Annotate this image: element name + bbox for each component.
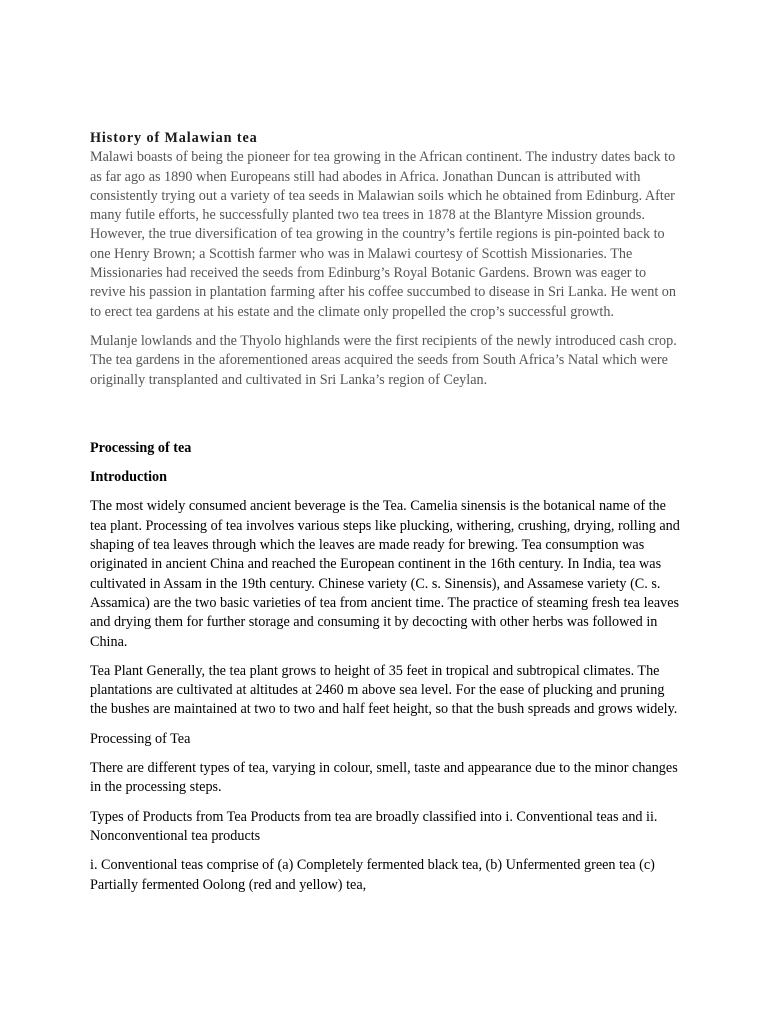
paragraph-processing-3: Processing of Tea (90, 730, 191, 747)
section-spacer (90, 400, 682, 439)
paragraph-history-2: Mulanje lowlands and the Thyolo highlands were the first recipients of the newly introduced cash crop. The tea gardens in the aforementioned areas acquired the seeds from South Africa’s Natal which were originally transplanted and cultivated in Sri Lanka’s region of Ceylan. (90, 332, 677, 388)
document-page (90, 129, 682, 905)
section-heading-processing: Processing of tea (90, 439, 192, 456)
paragraph-history-1: Malawi boasts of being the pioneer for tea growing in the African continent. The industry dates back to as far ago as 1890 when Europeans still had abodes in Africa. Jonathan Duncan is attributed with consistently trying out a variety of tea seeds in Malawian soils which he obtained from Edinburg. After many futile efforts, he successfully planted two tea trees in 1878 at the Blantyre Mission grounds. However, the true diversification of tea growing in the country’s fertile regions is pin-pointed back to one Henry Brown; a Scottish farmer who was in Malawi courtesy of Scottish Missionaries. The Missionaries had received the seeds from Edinburg’s Royal Botanic Gardens. Brown was eager to revive his passion in plantation farming after his coffee succumbed to disease in Sri Lanka. He went on to erect tea gardens at his estate and the climate only propelled the crop’s successful growth. (90, 149, 676, 320)
paragraph-processing-6: i. Conventional teas comprise of (a) Completely fermented black tea, (b) Unfermented green tea (c) Partially fermented Oolong (red and yellow) tea, (90, 857, 655, 893)
paragraph-processing-5: Types of Products from Tea Products from tea are broadly classified into i. Conventional teas and ii. Nonconventional tea products (90, 808, 658, 844)
paragraph-processing-4: There are different types of tea, varying in colour, smell, taste and appearance due to the minor changes in the processing steps. (90, 760, 678, 796)
subheading-introduction: Introduction (90, 469, 167, 486)
section-heading-history: History of Malawian tea (90, 130, 258, 146)
paragraph-processing-1: The most widely consumed ancient beverage is the Tea. Camelia sinensis is the botanical name of the tea plant. Processing of tea involves various steps like plucking, withering, crushing, drying, rolling and shaping of tea leaves through which the leaves are made ready for brewing. Tea consumption was originated in ancient China and reached the European continent in the 16th century. In India, tea was cultivated in Assam in the 19th century. Chinese variety (C. s. Sinensis), and Assamese variety (C. s. Assamica) are the two basic varieties of tea from ancient time. The practice of steaming fresh tea leaves and drying them for further storage and consuming it by decocting with other herbs was followed in China. (90, 498, 680, 650)
paragraph-processing-2: Tea Plant Generally, the tea plant grows to height of 35 feet in tropical and subtropical climates. The plantations are cultivated at altitudes at 2460 m above sea level. For the ease of plucking and pruning the bushes are maintained at two to two and half feet height, so that the bush spreads and grows widely. (90, 662, 678, 718)
